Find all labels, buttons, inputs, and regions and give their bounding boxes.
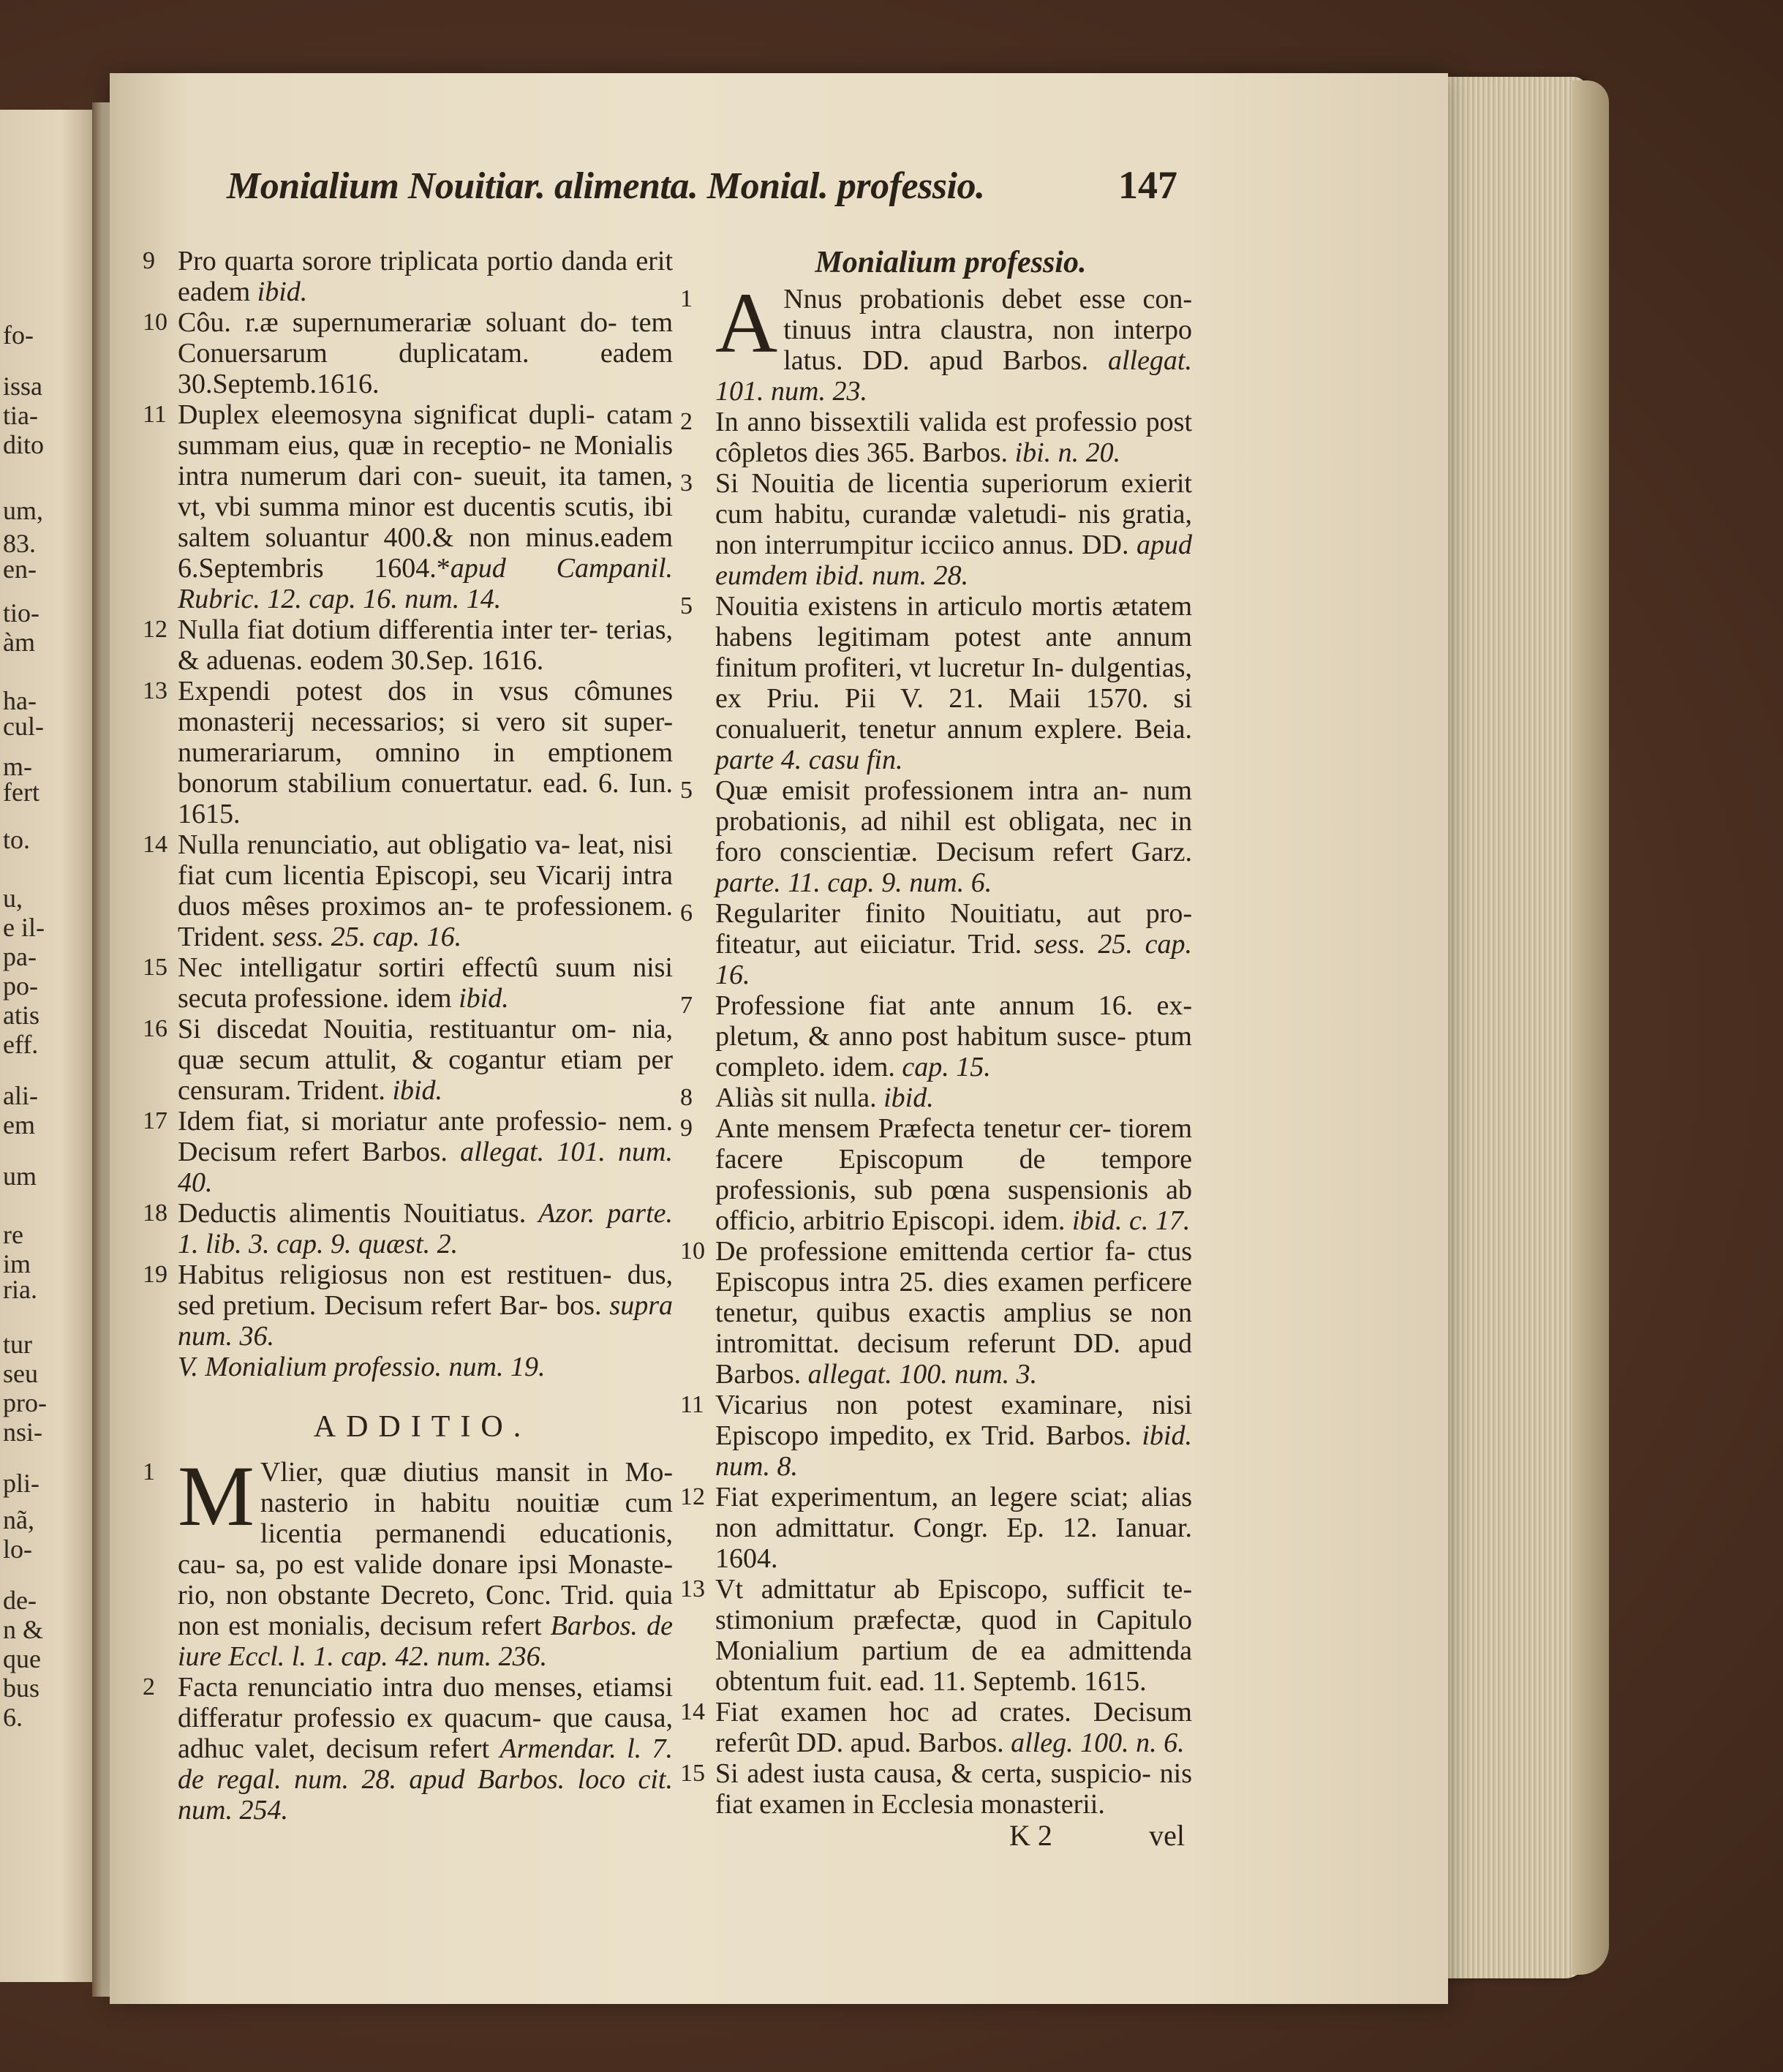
margin-fragment: u, bbox=[3, 884, 23, 913]
entry-reference: parte 4. casu fin. bbox=[715, 745, 903, 775]
entry-number: 3 bbox=[680, 470, 693, 497]
entry-reference: ibid. bbox=[257, 276, 308, 307]
entry-number: 9 bbox=[680, 1115, 693, 1142]
entry-number: 10 bbox=[680, 1237, 705, 1265]
entry-number: 12 bbox=[143, 616, 167, 643]
entry-item bbox=[143, 399, 673, 614]
entry-text bbox=[178, 307, 673, 399]
entry-item bbox=[680, 898, 1192, 990]
entry-item bbox=[143, 614, 673, 676]
entry-reference: ibid. bbox=[392, 1075, 443, 1106]
entry-body: Nulla fiat dotium differentia inter ter- terias, & aduenas. eodem 30.Sep. 1616. bbox=[178, 614, 673, 676]
entry-reference: ibid. bbox=[459, 983, 509, 1014]
entry-number: 12 bbox=[680, 1483, 705, 1510]
entry-reference: cap. 15. bbox=[902, 1052, 991, 1082]
margin-fragment: to. bbox=[3, 825, 31, 854]
entry-item bbox=[680, 990, 1192, 1082]
entry-text bbox=[178, 676, 673, 829]
entry-text bbox=[178, 1014, 673, 1106]
entry-text bbox=[715, 1758, 1192, 1820]
entry-body: Nnus probationis debet esse con- tinuus intra claustra, non interpo latus. DD. apud Barbos. bbox=[783, 284, 1192, 376]
entry-body: Vicarius non potest examinare, nisi Episcopo impedito, ex Trid. Barbos. bbox=[715, 1390, 1192, 1451]
entry-number: 10 bbox=[143, 309, 167, 336]
entry-number: 15 bbox=[143, 954, 167, 981]
margin-fragment: dito bbox=[3, 430, 45, 459]
entry-number: 15 bbox=[680, 1760, 705, 1787]
entry-body: Expendi potest dos in vsus cômunes monasterij necessarios; si vero sit super- numerariarum, omnino in emptionem bonorum stabilium conuertatur. ead. 6. Iun. 1615. bbox=[178, 676, 673, 829]
entry-reference: allegat. 101. num. 23. bbox=[715, 345, 1192, 407]
page-number: 147 bbox=[1118, 163, 1177, 207]
entry-number: 7 bbox=[680, 992, 693, 1019]
margin-fragment: issa bbox=[3, 372, 42, 401]
entry-reference: ibid. bbox=[883, 1082, 934, 1113]
margin-fragment: fo- bbox=[3, 320, 34, 350]
entry-reference: ibi. n. 20. bbox=[1014, 437, 1121, 468]
entry-body: Côu. r.æ supernumerariæ soluant do- tem Conuersarum duplicatam. eadem 30.Septemb.1616. bbox=[178, 307, 673, 399]
entry-number: 13 bbox=[143, 677, 167, 704]
margin-fragment: atis bbox=[3, 1001, 39, 1030]
drop-cap: M bbox=[178, 1457, 255, 1544]
margin-fragment: po- bbox=[3, 971, 38, 1001]
margin-fragment: ali- bbox=[3, 1081, 38, 1110]
entry-item bbox=[143, 1106, 673, 1198]
margin-fragment: àm bbox=[3, 628, 35, 657]
entry-text bbox=[715, 284, 1192, 407]
entry-body: Quæ emisit professionem intra an- num probationis, ad nihil est obligata, nec in foro conscientiæ. Decisum refert Garz. bbox=[715, 775, 1192, 867]
entry-text bbox=[178, 952, 673, 1014]
entry-text bbox=[715, 1113, 1192, 1236]
entry-text bbox=[715, 591, 1192, 775]
entry-body: Nec intelligatur sortiri effectû suum nisi secuta professione. idem bbox=[178, 952, 673, 1014]
entry-body: Vt admittatur ab Episcopo, sufficit te- stimonium præfectæ, quod in Capitulo Monialium partium de ea admittenda obtentum fuit. ead. 11. Septemb. 1615. bbox=[715, 1574, 1192, 1697]
entry-body: Habitus religiosus non est restituen- dus, sed pretium. Decisum refert Bar- bos. bbox=[178, 1259, 673, 1321]
margin-fragment: re bbox=[3, 1220, 23, 1249]
entry-item bbox=[680, 1390, 1192, 1482]
entry-body: Professione fiat ante annum 16. ex- pletum, & anno post habitum susce- ptum completo. idem. bbox=[715, 990, 1192, 1082]
entry-text bbox=[178, 614, 673, 676]
page-fore-edge bbox=[1433, 77, 1587, 1978]
additio-heading: ADDITIO. bbox=[313, 1410, 532, 1444]
section-heading: Monialium professio. bbox=[815, 246, 1087, 279]
margin-fragment: que bbox=[3, 1644, 41, 1673]
entry-number: 16 bbox=[143, 1015, 167, 1042]
page-header bbox=[227, 162, 1177, 221]
entry-item bbox=[680, 1697, 1192, 1758]
entry-item bbox=[143, 1672, 673, 1826]
book-cover-edge bbox=[1572, 80, 1609, 1975]
entry-text bbox=[715, 407, 1192, 468]
entry-reference: apud Campanil. Rubric. 12. cap. 16. num. 14. bbox=[178, 553, 674, 614]
margin-fragment: cul- bbox=[3, 712, 44, 741]
margin-fragment: eff. bbox=[3, 1030, 39, 1059]
entry-reference: parte. 11. cap. 9. num. 6. bbox=[715, 867, 992, 898]
entry-item bbox=[680, 591, 1192, 775]
entry-item bbox=[143, 1457, 673, 1672]
entry-reference: Azor. parte. 1. lib. 3. cap. 9. quæst. 2. bbox=[178, 1198, 673, 1259]
margin-fragment: en- bbox=[3, 554, 37, 584]
entry-item bbox=[143, 952, 673, 1014]
entry-reference: allegat. 101. num. 40. bbox=[178, 1137, 673, 1198]
entry-number: 1 bbox=[680, 285, 693, 312]
entry-body: In anno bissextili valida est professio post côpletos dies 365. Barbos. bbox=[715, 407, 1192, 468]
entry-item bbox=[680, 284, 1192, 407]
margin-fragment: um bbox=[3, 1161, 37, 1191]
margin-fragment: pro- bbox=[3, 1388, 47, 1417]
entry-body: Pro quarta sorore triplicata portio danda erit eadem bbox=[178, 246, 673, 307]
entry-text bbox=[178, 1106, 673, 1198]
entry-item bbox=[143, 1014, 673, 1106]
entry-text bbox=[715, 1082, 1192, 1113]
entry-number: 5 bbox=[680, 592, 693, 619]
entry-number: 14 bbox=[680, 1698, 705, 1725]
entry-number: 8 bbox=[680, 1084, 693, 1111]
margin-fragment: fert bbox=[3, 777, 39, 807]
entry-text bbox=[178, 246, 673, 307]
entry-item bbox=[680, 1482, 1192, 1574]
entry-body: Idem fiat, si moriatur ante professio- nem. Decisum refert Barbos. bbox=[178, 1106, 673, 1167]
entry-reference: allegat. 100. num. 3. bbox=[807, 1359, 1038, 1390]
margin-fragment: ha- bbox=[3, 686, 37, 715]
entry-text bbox=[178, 1198, 673, 1259]
entry-body: Fiat experimentum, an legere sciat; alias non admittatur. Congr. Ep. 12. Ianuar. 1604. bbox=[715, 1482, 1192, 1574]
entry-body: Fiat examen hoc ad crates. Decisum referût DD. apud. Barbos. bbox=[715, 1697, 1192, 1758]
entry-item bbox=[680, 1574, 1192, 1697]
margin-fragment: ria. bbox=[3, 1275, 37, 1304]
entry-number: 2 bbox=[143, 1673, 155, 1700]
margin-fragment: nsi- bbox=[3, 1417, 42, 1447]
margin-fragment: tur bbox=[3, 1330, 32, 1359]
margin-fragment: seu bbox=[3, 1359, 38, 1388]
margin-fragment: bus bbox=[3, 1673, 40, 1703]
entry-body: Si Nouitia de licentia superiorum exierit cum habitu, curandæ valetudi- nis gratia, non interrumpitur icciico annus. DD. bbox=[715, 468, 1192, 560]
margin-fragment: e il- bbox=[3, 913, 45, 942]
margin-fragment: lo- bbox=[3, 1534, 32, 1564]
entry-item bbox=[143, 1259, 673, 1352]
entry-number: 19 bbox=[143, 1261, 167, 1288]
entry-text bbox=[715, 1697, 1192, 1758]
catchword: vel bbox=[1149, 1819, 1185, 1852]
entry-text bbox=[715, 898, 1192, 990]
entry-body: Duplex eleemosyna significat dupli- catam summam eius, quæ in receptio- ne Monialis intra numerum dari con- sueuit, ita tamen, vt, vbi summa minor est ducentis scutis, ibi saltem soluantur 400.& non minus.eadem 6.Septembris 1604.* bbox=[178, 399, 673, 584]
entry-number: 18 bbox=[143, 1199, 167, 1227]
entry-text bbox=[178, 1672, 673, 1826]
entry-text bbox=[178, 1259, 673, 1352]
margin-fragment: nã, bbox=[3, 1505, 34, 1534]
entry-text bbox=[715, 468, 1192, 591]
left-page-strip bbox=[0, 110, 101, 1982]
running-head: Monialium Nouitiar. alimenta. Monial. professio. bbox=[227, 165, 985, 207]
entry-item bbox=[143, 307, 673, 399]
entry-reference: alleg. 100. n. 6. bbox=[1011, 1728, 1185, 1758]
entry-body: Si discedat Nouitia, restituantur om- nia, quæ secum attulit, & cogantur etiam per censuram. Trident. bbox=[178, 1014, 673, 1106]
entry-reference: sess. 25. cap. 16. bbox=[715, 929, 1192, 990]
entry-number: 2 bbox=[680, 408, 693, 435]
entry-body: Nouitia existens in articulo mortis ætatem habens legitimam potest ante annum finitum profiteri, vt lucretur In- dulgentias, ex Priu. Pii V. 21. Maii 1570. si conualuerit, tenetur annum explere. Beia. bbox=[715, 591, 1192, 745]
entry-text bbox=[178, 1457, 673, 1672]
margin-fragment: n & bbox=[3, 1615, 44, 1644]
entry-reference: Armendar. l. 7. de regal. num. 28. apud Barbos. loco cit. num. 254. bbox=[178, 1733, 673, 1826]
entry-reference: ibid. c. 17. bbox=[1071, 1205, 1191, 1236]
entry-text bbox=[715, 1482, 1192, 1574]
cross-reference: V. Monialium professio. num. 19. bbox=[178, 1352, 546, 1382]
entry-number: 11 bbox=[143, 401, 167, 428]
margin-fragment: de- bbox=[3, 1586, 37, 1615]
margin-fragment: pli- bbox=[3, 1469, 39, 1498]
entry-text bbox=[715, 775, 1192, 898]
entry-item bbox=[680, 1113, 1192, 1236]
entry-item bbox=[680, 1236, 1192, 1390]
entry-text bbox=[178, 829, 673, 952]
entry-text bbox=[715, 1390, 1192, 1482]
entry-body: Ante mensem Præfecta tenetur cer- tiorem facere Episcopum de tempore professionis, sub pœna suspensionis ab officio, arbitrio Episcopi. idem. bbox=[715, 1113, 1192, 1236]
entry-item bbox=[680, 775, 1192, 898]
entry-reference: ibid. num. 8. bbox=[715, 1420, 1192, 1482]
entry-number: 11 bbox=[680, 1391, 704, 1418]
entry-number: 14 bbox=[143, 831, 167, 858]
margin-fragment: tia- bbox=[3, 401, 38, 430]
entry-item bbox=[143, 246, 673, 307]
entry-text bbox=[178, 399, 673, 614]
margin-fragment: 83. bbox=[3, 529, 36, 558]
entry-item bbox=[680, 1758, 1192, 1820]
signature-mark: K 2 bbox=[1009, 1819, 1052, 1852]
entry-reference: supra num. 36. bbox=[178, 1290, 673, 1352]
right-column bbox=[680, 246, 1192, 1820]
drop-cap: A bbox=[715, 284, 778, 371]
entry-body: Aliàs sit nulla. bbox=[715, 1082, 884, 1113]
entry-number: 9 bbox=[143, 247, 155, 274]
entry-body: Deductis alimentis Nouitiatus. bbox=[178, 1198, 539, 1229]
entry-item bbox=[143, 829, 673, 952]
margin-fragment: 6. bbox=[3, 1703, 23, 1732]
margin-fragment: um, bbox=[3, 496, 44, 525]
entry-item bbox=[680, 468, 1192, 591]
margin-fragment: em bbox=[3, 1110, 35, 1139]
entry-item bbox=[143, 1198, 673, 1259]
entry-text bbox=[715, 990, 1192, 1082]
entry-reference: Barbos. de iure Eccl. l. 1. cap. 42. num. 236. bbox=[178, 1610, 673, 1672]
margin-fragment: im bbox=[3, 1249, 31, 1278]
entry-body: Nulla renunciatio, aut obligatio va- leat, nisi fiat cum licentia Episcopi, seu Vicarij intra duos mêses proximos an- te professionem. Trident. bbox=[178, 829, 673, 952]
catchwords bbox=[1009, 1818, 1185, 1853]
margin-fragment: pa- bbox=[3, 942, 37, 971]
entry-number: 13 bbox=[680, 1575, 705, 1602]
entry-body: Regulariter finito Nouitiatu, aut pro- fiteatur, aut eiiciatur. Trid. bbox=[715, 898, 1192, 960]
entry-reference: apud eumdem ibid. num. 28. bbox=[715, 530, 1192, 591]
entry-body: De professione emittenda certior fa- ctus Episcopus intra 25. dies examen perficere tenetur, quibus exactis amplius se non intromittat. decisum referunt DD. apud Barbos. bbox=[715, 1236, 1192, 1390]
margin-fragment: m- bbox=[3, 752, 32, 781]
entry-number: 6 bbox=[680, 900, 693, 927]
entry-text bbox=[715, 1236, 1192, 1390]
entry-reference: sess. 25. cap. 16. bbox=[272, 922, 462, 952]
entry-body: Si adest iusta causa, & certa, suspicio- nis fiat examen in Ecclesia monasterii. bbox=[715, 1758, 1192, 1820]
entry-item bbox=[680, 1082, 1192, 1113]
entry-number: 17 bbox=[143, 1107, 167, 1134]
entry-text bbox=[715, 1574, 1192, 1697]
entry-item bbox=[680, 407, 1192, 468]
entry-item bbox=[143, 676, 673, 829]
left-column bbox=[143, 246, 673, 1826]
margin-fragment: tio- bbox=[3, 598, 39, 628]
entry-body: Facta renunciatio intra duo menses, etiamsi differatur professio ex quacum- que causa, adhuc valet, decisum refert bbox=[178, 1672, 673, 1764]
entry-body: Vlier, quæ diutius mansit in Mo- nasterio in habitu nouitiæ cum licentia permanendi educationis, cau- sa, po est valide donare ipsi Monaste- rio, non obstante Decreto, Conc. Trid. quia non est monialis, decisum refert bbox=[178, 1457, 673, 1641]
entry-number: 1 bbox=[143, 1458, 155, 1485]
entry-number: 5 bbox=[680, 777, 693, 804]
